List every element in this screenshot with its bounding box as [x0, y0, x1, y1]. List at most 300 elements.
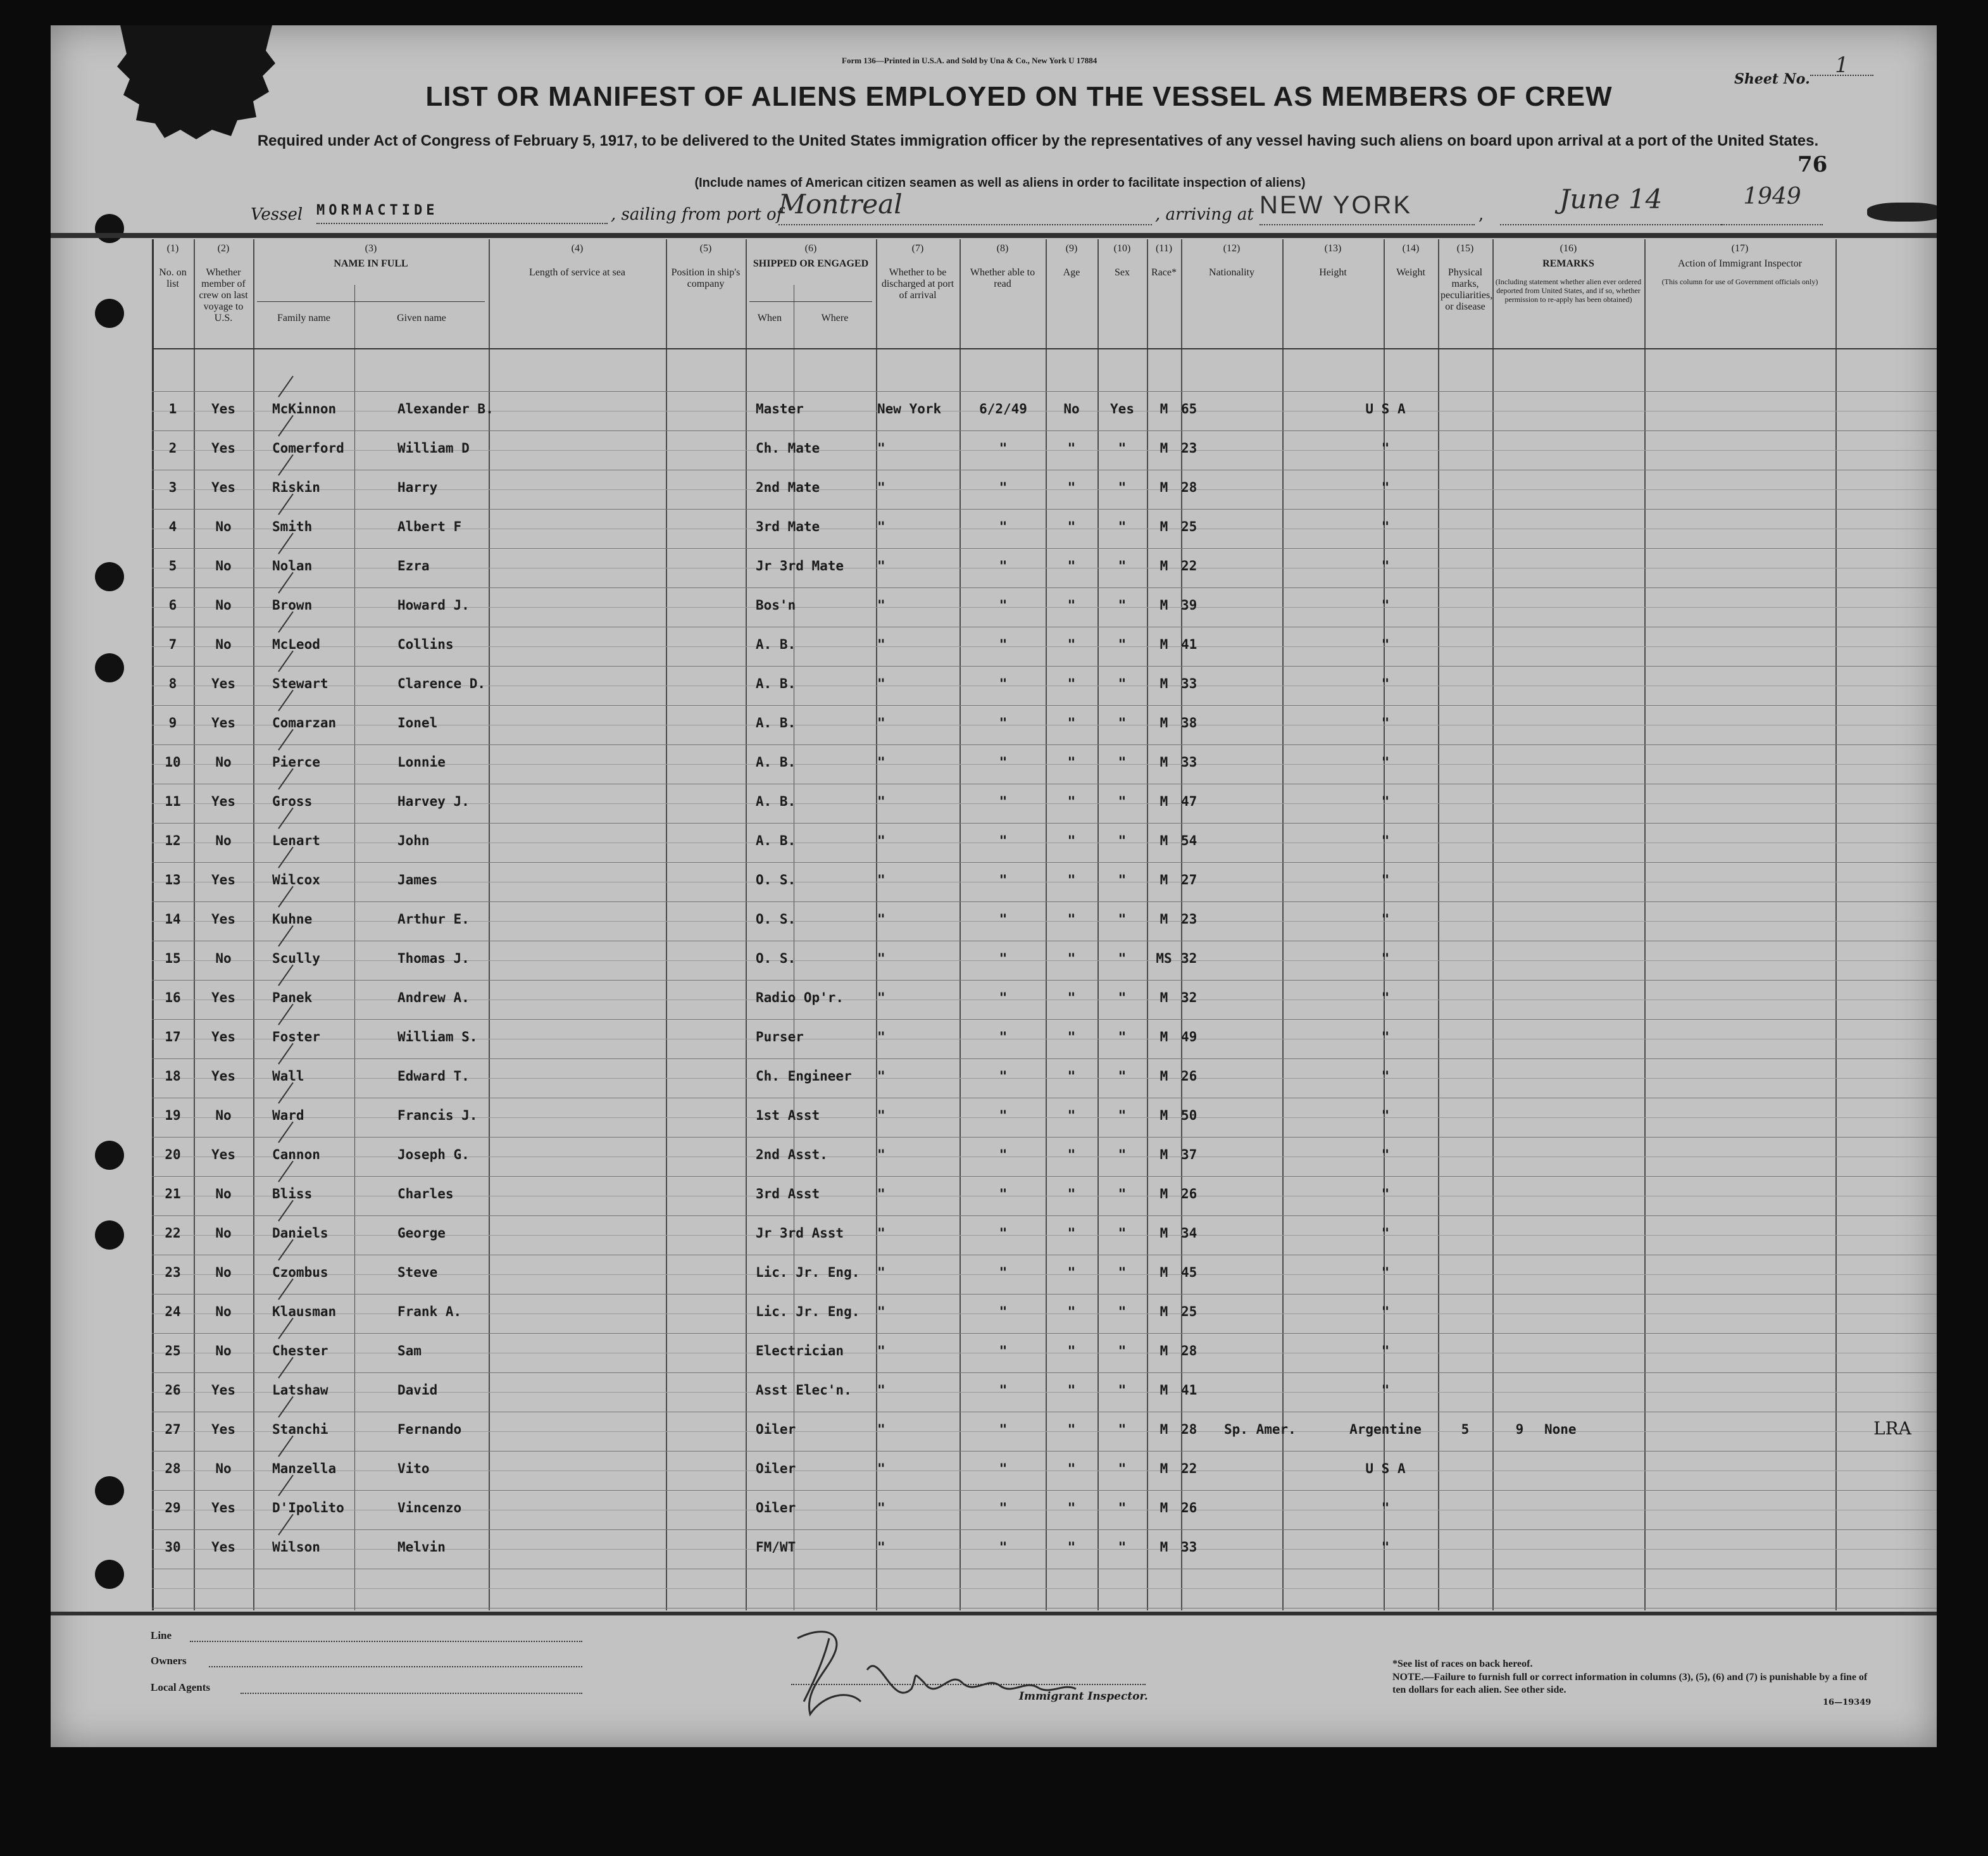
cell-given: Arthur E.	[397, 912, 470, 927]
cell-sex: M	[1160, 1422, 1168, 1437]
cell-last: Yes	[211, 1147, 235, 1162]
cell-no: 17	[165, 1029, 181, 1044]
column-rule	[1835, 239, 1837, 1610]
cell-no: 19	[165, 1108, 181, 1123]
cell-pos: Oiler	[756, 1461, 796, 1476]
cell-nat: "	[1381, 1147, 1390, 1162]
column-header: Weight	[1396, 267, 1425, 278]
cell-when: "	[877, 441, 885, 456]
cell-given: William D	[397, 441, 470, 456]
column-rule	[1282, 239, 1284, 1610]
inspector-signature	[785, 1613, 1089, 1727]
cell-nat: "	[1381, 637, 1390, 652]
cell-disch: "	[1067, 990, 1076, 1005]
cell-given: Joseph G.	[397, 1147, 470, 1162]
cell-age: 28	[1181, 1422, 1197, 1437]
cell-disch: "	[1067, 1186, 1076, 1201]
cell-sex: M	[1160, 1500, 1168, 1515]
cell-when: "	[877, 1029, 885, 1044]
cell-sex: M	[1160, 794, 1168, 809]
cell-family: Czombus	[272, 1265, 328, 1280]
cell-last: Yes	[211, 990, 235, 1005]
line-label: Line	[151, 1629, 172, 1641]
cell-last: Yes	[211, 1383, 235, 1398]
cell-no: 2	[168, 441, 177, 456]
cell-family: Latshaw	[272, 1383, 328, 1398]
cell-disch: "	[1067, 480, 1076, 495]
owners-label: Owners	[151, 1655, 187, 1667]
cell-where: "	[999, 990, 1008, 1005]
cell-where: "	[999, 794, 1008, 809]
cell-action: LRA	[1873, 1418, 1911, 1439]
column-subheader: Where	[821, 313, 849, 323]
cell-no: 15	[165, 951, 181, 966]
cell-sex: M	[1160, 1226, 1168, 1241]
cell-where: "	[999, 872, 1008, 887]
cell-when: "	[877, 1343, 885, 1358]
cell-nat: "	[1381, 1186, 1390, 1201]
cell-no: 12	[165, 833, 181, 848]
cell-last: Yes	[211, 912, 235, 927]
punch-hole	[95, 1220, 124, 1250]
cell-age: 41	[1181, 1383, 1197, 1398]
cell-nat: "	[1381, 912, 1390, 927]
cell-where: "	[999, 558, 1008, 574]
cell-disch: "	[1067, 755, 1076, 770]
check-mark	[278, 1082, 294, 1104]
cell-no: 21	[165, 1186, 181, 1201]
cell-where: "	[999, 598, 1008, 613]
cell-pos: 3rd Asst	[756, 1186, 820, 1201]
cell-pos: Jr 3rd Mate	[756, 558, 844, 574]
cell-given: Charles	[397, 1186, 454, 1201]
column-subheader: (Including statement whether alien ever ordered deported from United States, and if so, whether permission to re-apply has been obtained)	[1495, 277, 1642, 304]
cell-read: "	[1118, 990, 1127, 1005]
cell-given: John	[397, 833, 430, 848]
cell-last: Yes	[211, 872, 235, 887]
cell-disch: "	[1067, 1383, 1076, 1398]
check-mark	[278, 1318, 294, 1339]
cell-no: 18	[165, 1069, 181, 1084]
cell-read: "	[1118, 1069, 1127, 1084]
column-number: (4)	[571, 243, 584, 254]
cell-disch: "	[1067, 715, 1076, 730]
cell-given: Collins	[397, 637, 454, 652]
cell-family: Comerford	[272, 441, 344, 456]
cell-family: Daniels	[272, 1226, 328, 1241]
cell-where: "	[999, 1422, 1008, 1437]
cell-sex: M	[1160, 1343, 1168, 1358]
cell-pos: Oiler	[756, 1500, 796, 1515]
cell-when: "	[877, 480, 885, 495]
cell-last: Yes	[211, 441, 235, 456]
cell-pos: Electrician	[756, 1343, 844, 1358]
column-header: Physical marks, peculiarities, or disease	[1441, 267, 1493, 312]
column-header: Age	[1063, 267, 1080, 278]
cell-read: "	[1118, 480, 1127, 495]
punch-hole	[95, 1476, 124, 1505]
check-mark	[278, 1200, 294, 1222]
arrival-year: 1949	[1722, 184, 1823, 225]
cell-read: "	[1118, 1226, 1127, 1241]
check-mark	[278, 965, 294, 986]
cell-when: New York	[877, 401, 942, 417]
cell-family: McLeod	[272, 637, 320, 652]
cell-age: 22	[1181, 1461, 1197, 1476]
cell-last: Yes	[211, 401, 235, 417]
cell-where: "	[999, 441, 1008, 456]
cell-where: "	[999, 1500, 1008, 1515]
cell-no: 5	[168, 558, 177, 574]
cell-nat: "	[1381, 990, 1390, 1005]
local-agents-label: Local Agents	[151, 1681, 210, 1693]
cell-disch: "	[1067, 1304, 1076, 1319]
cell-read: "	[1118, 1265, 1127, 1280]
cell-where: "	[999, 1108, 1008, 1123]
cell-pos: 2nd Asst.	[756, 1147, 828, 1162]
cell-given: Edward T.	[397, 1069, 470, 1084]
cell-pos: Purser	[756, 1029, 804, 1044]
cell-sex: MS	[1156, 951, 1172, 966]
cell-age: 32	[1181, 990, 1197, 1005]
cell-read: "	[1118, 715, 1127, 730]
cell-where: "	[999, 912, 1008, 927]
cell-when: "	[877, 519, 885, 534]
cell-family: Ward	[272, 1108, 304, 1123]
include-note: (Include names of American citizen seamen as well as aliens in order to facilitate inspection of aliens)	[694, 176, 1306, 190]
cell-when: "	[877, 715, 885, 730]
cell-age: 26	[1181, 1069, 1197, 1084]
cell-read: "	[1118, 912, 1127, 927]
cell-last: No	[215, 951, 232, 966]
column-header: Race*	[1151, 267, 1177, 278]
cell-pos: O. S.	[756, 912, 796, 927]
cell-disch: "	[1067, 833, 1076, 848]
cell-given: Frank A.	[397, 1304, 462, 1319]
cell-last: Yes	[211, 1069, 235, 1084]
column-rule	[960, 239, 961, 1610]
cell-family: Klausman	[272, 1304, 337, 1319]
column-rule	[1492, 239, 1494, 1610]
cell-sex: M	[1160, 833, 1168, 848]
column-subheader: Given name	[397, 313, 446, 323]
cell-read: "	[1118, 558, 1127, 574]
cell-age: 38	[1181, 715, 1197, 730]
cell-last: Yes	[211, 480, 235, 495]
punch-hole	[95, 653, 124, 682]
cell-pos: Radio Op'r.	[756, 990, 844, 1005]
cell-sex: M	[1160, 1069, 1168, 1084]
cell-given: James	[397, 872, 438, 887]
cell-nat: "	[1381, 833, 1390, 848]
cell-sex: M	[1160, 558, 1168, 574]
cell-disch: "	[1067, 794, 1076, 809]
cell-no: 25	[165, 1343, 181, 1358]
cell-disch: "	[1067, 676, 1076, 691]
cell-family: Wilcox	[272, 872, 320, 887]
column-header: Whether to be discharged at port of arrival	[881, 267, 954, 301]
cell-given: Thomas J.	[397, 951, 470, 966]
cell-read: "	[1118, 441, 1127, 456]
check-mark	[278, 1004, 294, 1025]
cell-sex: M	[1160, 1265, 1168, 1280]
cell-where: "	[999, 1343, 1008, 1358]
cell-pos: A. B.	[756, 794, 796, 809]
cell-disch: "	[1067, 441, 1076, 456]
check-mark	[278, 729, 294, 751]
column-header: Sex	[1115, 267, 1130, 278]
cell-age: 65	[1181, 401, 1197, 417]
cell-pos: O. S.	[756, 872, 796, 887]
cell-race: Sp. Amer.	[1224, 1422, 1296, 1437]
page-title: LIST OR MANIFEST OF ALIENS EMPLOYED ON THE VESSEL AS MEMBERS OF CREW	[425, 81, 1613, 112]
seal-icon	[114, 25, 278, 139]
sheet-number: 1	[1810, 56, 1873, 76]
cell-disch: "	[1067, 1265, 1076, 1280]
cell-nat: "	[1381, 1265, 1390, 1280]
punch-hole	[95, 1141, 124, 1170]
cell-read: "	[1118, 755, 1127, 770]
cell-given: Francis J.	[397, 1108, 478, 1123]
cell-where: "	[999, 1226, 1008, 1241]
column-rule	[253, 239, 254, 1610]
cell-age: 28	[1181, 1343, 1197, 1358]
column-number: (6)	[804, 243, 817, 254]
cell-when: "	[877, 1069, 885, 1084]
cell-pos: FM/WT	[756, 1539, 796, 1555]
check-mark	[278, 1239, 294, 1261]
check-mark	[278, 1279, 294, 1300]
arriving-label: , arriving at	[1155, 205, 1254, 224]
cell-no: 13	[165, 872, 181, 887]
cell-pos: A. B.	[756, 833, 796, 848]
cell-last: Yes	[211, 1500, 235, 1515]
cell-pos: 3rd Mate	[756, 519, 820, 534]
cell-age: 27	[1181, 872, 1197, 887]
cell-nat: Argentine	[1349, 1422, 1422, 1437]
manifest-sheet: Form 136—Printed in U.S.A. and Sold by Una & Co., New York U 17884 Sheet No. 1 LIST OR MANIFEST OF ALIENS EMPLOYED ON THE VESSEL AS MEMBERS OF CREW Required under Act of Congress of February 5, 1917, to be delivered to the United States immigration officer by the representatives of any vessel having such aliens on board upon arrival at a port of the United States. (Include names of American citizen seamen as well as aliens in order to facilitate inspection of aliens) 76 Vessel MORMACTIDE , sailing from port of Montreal , arriving at NEW YORK , June 14 1949 (1) No. on list (2) Whether member of crew on last voyage to U.S. (3) NAME IN FULL Family name Given name (4) Length of service at sea (5) Position in ship's company (6) SHIPPED OR ENGAGED When Where (7) Whether to be discharged at port of arrival (8) Whether able to read (9) Age (10) Sex (11) Race* (12) Nationality (13) Height (14) Weight (15) Physical marks, peculiarities, or disease (16) REMARKS (Including statement whether alien ever ordered deported from United States, and if so, whether permission to re-apply has been obtained) (17) Action of Immigrant Inspector (This column for use of Government officials only) 1 Yes McKinnon Alexander B. Master New York 6/2/49 No Yes M 65 U S A 2 Yes Comerford William D Ch. Mate " " " " M 23 " 3 Yes Riskin Harry 2nd Mate " " " " M 28 " 4 No Smith Albert F 3rd Mate " " " " M 25 " 5 No Nolan Ezra Jr 3rd Mate " " " " M 22 " 6 No Brown Howard J. Bos'n " " " " M 39 " 7 No McLeod Collins A. B. " " " " M 41 " 8 Yes Stewart Clarence D. A. B. " " " " M 33 " 9 Yes Comarzan Ionel A. B. " " " " M 38 " 10 No Pierce Lonnie A. B. " " " " M 33 " 11 Yes Gross Harvey J. A. B. " " " " M 47 " 12 No Lenart John A. B. " " " " M 54 " 13 Yes Wilcox James O. S. " " " " M 27 " 14 Yes Kuhne Arthur E. O. S. " " " " M 23 " 15 No Scully Thomas J. O. S. " " " " MS 32 " 16 Yes Panek Andrew A. Radio Op'r. " " " " M 32 " 17 Yes Foster William S. Purser " " " " M 49 " 18 Yes Wall Edward T. Ch. Engineer " " " " M 26 " 19 No Ward Francis J. 1st Asst " " " " M 50 " 20 Yes Cannon Joseph G. 2nd Asst. " " " " M 37 " 21 No Bliss Charles 3rd Asst " " " " M 26 " 22 No Daniels George Jr 3rd Asst " " " " M 34 " 23 No Czombus Steve Lic. Jr. Eng. " " " " M 45 " 24 No Klausman Frank A. Lic. Jr. Eng. " " " " M 25 " 25 No Chester Sam Electrician " " " " M 28 " 26 Yes Latshaw David Asst Elec'n. " " " " M 41 " 27 Yes Stanchi Fernando Oiler " " " " M 28 Sp. Amer. Argentine 5 9 None LRA 28 No Manzella Vito Oiler " " " " M 22 U S A 29 Yes D'Ipolito Vincenzo Oiler " " " " M 26 " 30 Yes Wilson Melvin FM/WT " " " " M 33 " Line Owners Local Agents Immigrant Inspector. *See list of races on back hereof. NOTE.—Failure to furnish full or correct information in columns (3), (5), (6) and (7) is punishable by a fine of ten dollars for each alien. See other side. 16—19349	[51, 25, 1937, 1747]
column-number: (9)	[1065, 243, 1078, 254]
column-header: Whether able to read	[970, 267, 1035, 289]
cell-given: Ionel	[397, 715, 438, 730]
cell-when: "	[877, 637, 885, 652]
cell-family: Riskin	[272, 480, 320, 495]
cell-no: 7	[168, 637, 177, 652]
cell-pos: Lic. Jr. Eng.	[756, 1304, 860, 1319]
cell-no: 9	[168, 715, 177, 730]
cell-no: 20	[165, 1147, 181, 1162]
cell-age: 32	[1181, 951, 1197, 966]
cell-disch: No	[1063, 401, 1080, 417]
cell-disch: "	[1067, 1500, 1076, 1515]
cell-last: Yes	[211, 1029, 235, 1044]
check-mark	[278, 533, 294, 555]
cell-last: No	[215, 1186, 232, 1201]
cell-age: 37	[1181, 1147, 1197, 1162]
cell-where: "	[999, 755, 1008, 770]
check-mark	[278, 1122, 294, 1143]
punch-hole	[95, 562, 124, 591]
cell-read: "	[1118, 676, 1127, 691]
cell-disch: "	[1067, 558, 1076, 574]
vessel-name: MORMACTIDE	[316, 203, 608, 224]
cell-nat: "	[1381, 598, 1390, 613]
cell-sex: M	[1160, 1539, 1168, 1555]
column-header: NAME IN FULL	[334, 258, 408, 269]
column-subheader: Family name	[277, 313, 330, 323]
cell-pos: 1st Asst	[756, 1108, 820, 1123]
punch-hole	[95, 299, 124, 328]
cell-read: "	[1118, 519, 1127, 534]
cell-disch: "	[1067, 1147, 1076, 1162]
cell-age: 34	[1181, 1226, 1197, 1241]
cell-disch: "	[1067, 519, 1076, 534]
cell-nat: "	[1381, 676, 1390, 691]
immigrant-inspector-label: Immigrant Inspector.	[1019, 1690, 1148, 1703]
cell-last: No	[215, 755, 232, 770]
cell-given: Vito	[397, 1461, 430, 1476]
cell-when: "	[877, 794, 885, 809]
cell-when: "	[877, 1226, 885, 1241]
cell-nat: "	[1381, 1304, 1390, 1319]
cell-given: George	[397, 1226, 446, 1241]
cell-nat: "	[1381, 1343, 1390, 1358]
column-number: (16)	[1560, 243, 1577, 254]
cell-age: 54	[1181, 833, 1197, 848]
cell-where: 6/2/49	[979, 401, 1027, 417]
column-number: (1)	[166, 243, 179, 254]
cell-family: Stanchi	[272, 1422, 328, 1437]
cell-last: Yes	[211, 1539, 235, 1555]
cell-family: Bliss	[272, 1186, 313, 1201]
cell-sex: M	[1160, 598, 1168, 613]
cell-when: "	[877, 912, 885, 927]
column-rule	[1438, 239, 1439, 1610]
penalty-note: NOTE.—Failure to furnish full or correct information in columns (3), (5), (6) and (7) is punishable by a fine of ten dollars for each alien. See other side.	[1392, 1672, 1868, 1695]
cell-pos: Asst Elec'n.	[756, 1383, 852, 1398]
cell-age: 25	[1181, 519, 1197, 534]
check-mark	[278, 1436, 294, 1457]
cell-last: Yes	[211, 715, 235, 730]
check-mark	[278, 376, 294, 398]
column-number: (11)	[1155, 243, 1173, 254]
cell-no: 24	[165, 1304, 181, 1319]
cell-sex: M	[1160, 401, 1168, 417]
cell-marks: None	[1544, 1422, 1577, 1437]
sailing-label: , sailing from port of	[611, 205, 783, 224]
cell-age: 33	[1181, 676, 1197, 691]
cell-sex: M	[1160, 519, 1168, 534]
cell-sex: M	[1160, 912, 1168, 927]
cell-given: William S.	[397, 1029, 478, 1044]
check-mark	[278, 1357, 294, 1379]
cell-pos: 2nd Mate	[756, 480, 820, 495]
cell-last: No	[215, 1304, 232, 1319]
cell-last: No	[215, 519, 232, 534]
cell-where: "	[999, 1304, 1008, 1319]
check-mark	[278, 886, 294, 908]
cell-disch: "	[1067, 1108, 1076, 1123]
column-number: (2)	[217, 243, 230, 254]
cell-age: 23	[1181, 441, 1197, 456]
check-mark	[278, 611, 294, 633]
cell-read: "	[1118, 1343, 1127, 1358]
cell-disch: "	[1067, 1029, 1076, 1044]
cell-disch: "	[1067, 872, 1076, 887]
arrival-date: June 14	[1500, 184, 1722, 225]
cell-last: No	[215, 1461, 232, 1476]
cell-family: D'Ipolito	[272, 1500, 344, 1515]
column-header: REMARKS	[1542, 258, 1594, 269]
cell-given: Melvin	[397, 1539, 446, 1555]
cell-when: "	[877, 1147, 885, 1162]
cell-nat: "	[1381, 441, 1390, 456]
cell-age: 26	[1181, 1500, 1197, 1515]
sailing-port: Montreal	[778, 189, 1152, 225]
cell-no: 27	[165, 1422, 181, 1437]
cell-read: "	[1118, 951, 1127, 966]
column-number: (12)	[1223, 243, 1241, 254]
column-header: Height	[1319, 267, 1347, 278]
cell-given: Steve	[397, 1265, 438, 1280]
cell-nat: "	[1381, 872, 1390, 887]
cell-given: Vincenzo	[397, 1500, 462, 1515]
cell-age: 47	[1181, 794, 1197, 809]
cell-pos: Ch. Engineer	[756, 1069, 852, 1084]
cell-where: "	[999, 637, 1008, 652]
cell-when: "	[877, 1108, 885, 1123]
cell-sex: M	[1160, 1147, 1168, 1162]
cell-wt: 9	[1515, 1422, 1524, 1437]
cell-pos: A. B.	[756, 715, 796, 730]
cell-disch: "	[1067, 1422, 1076, 1437]
cell-given: Harry	[397, 480, 438, 495]
cell-where: "	[999, 1461, 1008, 1476]
cell-nat: "	[1381, 1383, 1390, 1398]
column-rule	[1644, 239, 1646, 1610]
cell-read: "	[1118, 872, 1127, 887]
cell-no: 26	[165, 1383, 181, 1398]
cell-where: "	[999, 1265, 1008, 1280]
cell-when: "	[877, 990, 885, 1005]
cell-family: Foster	[272, 1029, 320, 1044]
column-number: (10)	[1113, 243, 1131, 254]
cell-where: "	[999, 833, 1008, 848]
cell-sex: M	[1160, 872, 1168, 887]
cell-disch: "	[1067, 1069, 1076, 1084]
column-rule	[489, 239, 490, 1610]
cell-disch: "	[1067, 1343, 1076, 1358]
column-rule	[666, 239, 667, 1610]
cell-given: Albert F	[397, 519, 462, 534]
cell-no: 23	[165, 1265, 181, 1280]
cell-family: Stewart	[272, 676, 328, 691]
column-number: (14)	[1402, 243, 1420, 254]
cell-pos: Oiler	[756, 1422, 796, 1437]
cell-sex: M	[1160, 676, 1168, 691]
cell-no: 1	[168, 401, 177, 417]
cell-read: "	[1118, 794, 1127, 809]
cell-nat: "	[1381, 1226, 1390, 1241]
cell-where: "	[999, 1069, 1008, 1084]
check-mark	[278, 415, 294, 437]
cell-age: 50	[1181, 1108, 1197, 1123]
cell-no: 30	[165, 1539, 181, 1555]
cell-family: Gross	[272, 794, 313, 809]
cell-last: Yes	[211, 1422, 235, 1437]
cell-disch: "	[1067, 1539, 1076, 1555]
cell-read: "	[1118, 1304, 1127, 1319]
